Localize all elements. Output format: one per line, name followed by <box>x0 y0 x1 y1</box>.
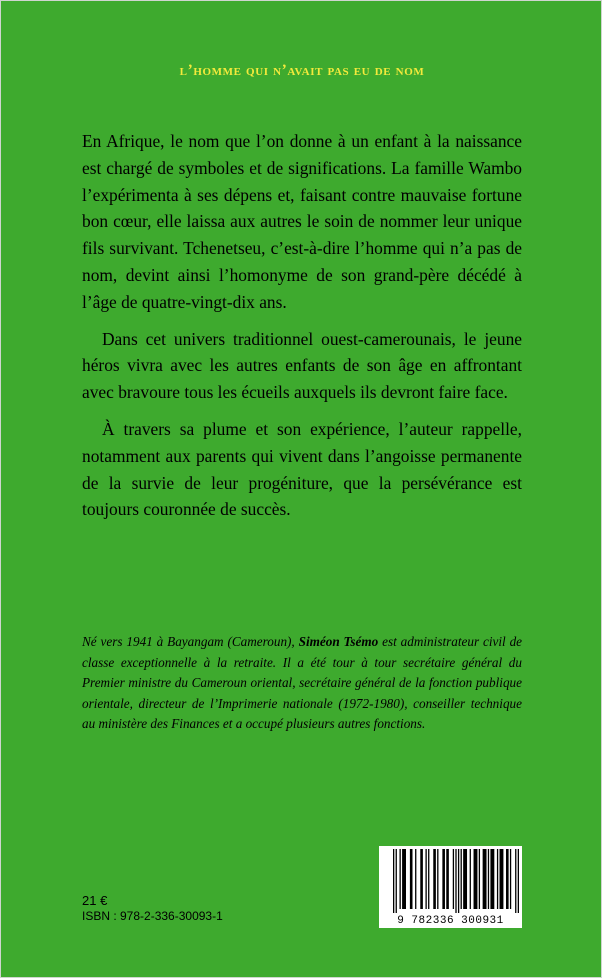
barcode-bar-7 <box>425 849 426 909</box>
barcode-bar-20 <box>479 849 480 909</box>
bio-intro: Né vers 1941 à Bayangam (Cameroun), <box>82 634 299 649</box>
barcode-bar-3 <box>402 849 406 909</box>
barcode-bar-12 <box>446 849 449 909</box>
barcode-bar-24 <box>497 849 498 909</box>
bio-text: est administrateur civil de classe exceptionnelle à la retraite. Il a été tour à tour secrétaire général du Premier ministre du Cameroun oriental, secrétaire général de la fonction publique orientale, directeur de l’Imprimerie nationale (1972-1980), conseiller technique au ministère des Finances et a occupé plusieurs autres fonctions. <box>82 634 523 731</box>
blurb-paragraph-2: Dans cet univers traditionnel ouest-camerounais, le jeune héros vivra avec les autres enfants de son âge en affrontant avec bravoure tous les écueils auxquels ils devront faire face. <box>82 328 522 403</box>
barcode-bar-11 <box>442 849 445 909</box>
barcode-bar-4 <box>410 849 413 909</box>
blurb-text <box>82 128 522 533</box>
barcode-bar-5 <box>415 849 416 909</box>
barcode-bar-26 <box>506 849 509 909</box>
barcode-bar-10 <box>437 849 438 909</box>
barcode-bar-28 <box>515 849 516 913</box>
barcode-bar-0 <box>393 849 394 913</box>
barcode-bar-6 <box>420 849 423 909</box>
barcode <box>379 846 522 928</box>
barcode-bar-23 <box>490 849 494 909</box>
barcode-number: 9 782336 300931 <box>397 915 504 927</box>
barcode-bar-19 <box>474 849 478 909</box>
barcode-graphic <box>379 846 522 928</box>
barcode-bar-9 <box>433 849 436 909</box>
barcode-bar-15 <box>458 849 459 913</box>
blurb-paragraph-1: En Afrique, le nom que l’on donne à un enfant à la naissance est chargé de symboles et de significations. La famille Wambo l’expérimenta à ses dépens et, faisant contre mauvaise fortune bon cœur, elle laissa aux autres le soin de nommer leur unique fils survivant. Tchenetseu, c’est-à-dire l’homme qui n’a pas de nom, devint ainsi l’homonyme de son grand-père décédé à l’âge de quatre-vingt-dix ans. <box>82 131 522 312</box>
isbn-label: ISBN : 978-2-336-30093-1 <box>82 909 223 923</box>
barcode-bar-14 <box>455 849 456 913</box>
barcode-bar-13 <box>453 849 454 909</box>
barcode-bar-21 <box>483 849 487 909</box>
barcode-bar-16 <box>461 849 462 909</box>
author-name: Siméon Tsémo <box>298 634 379 649</box>
barcode-bar-1 <box>396 849 397 913</box>
barcode-bar-17 <box>463 849 467 909</box>
barcode-bar-18 <box>470 849 471 909</box>
price-label: 21 € <box>82 893 108 908</box>
barcode-bar-2 <box>399 849 400 909</box>
author-bio <box>82 632 522 735</box>
book-title: l’homme qui n’avait pas eu de nom <box>179 62 425 79</box>
barcode-bar-29 <box>518 849 519 913</box>
barcode-bar-22 <box>488 849 489 909</box>
barcode-bar-27 <box>510 849 511 909</box>
barcode-bar-25 <box>500 849 504 909</box>
barcode-bar-8 <box>428 849 429 909</box>
blurb-paragraph-3: À travers sa plume et son expérience, l’auteur rappelle, notamment aux parents qui vivent dans l’angoisse permanente de la survie de leur progéniture, que la persévérance est toujours couronnée de succès. <box>82 418 522 520</box>
